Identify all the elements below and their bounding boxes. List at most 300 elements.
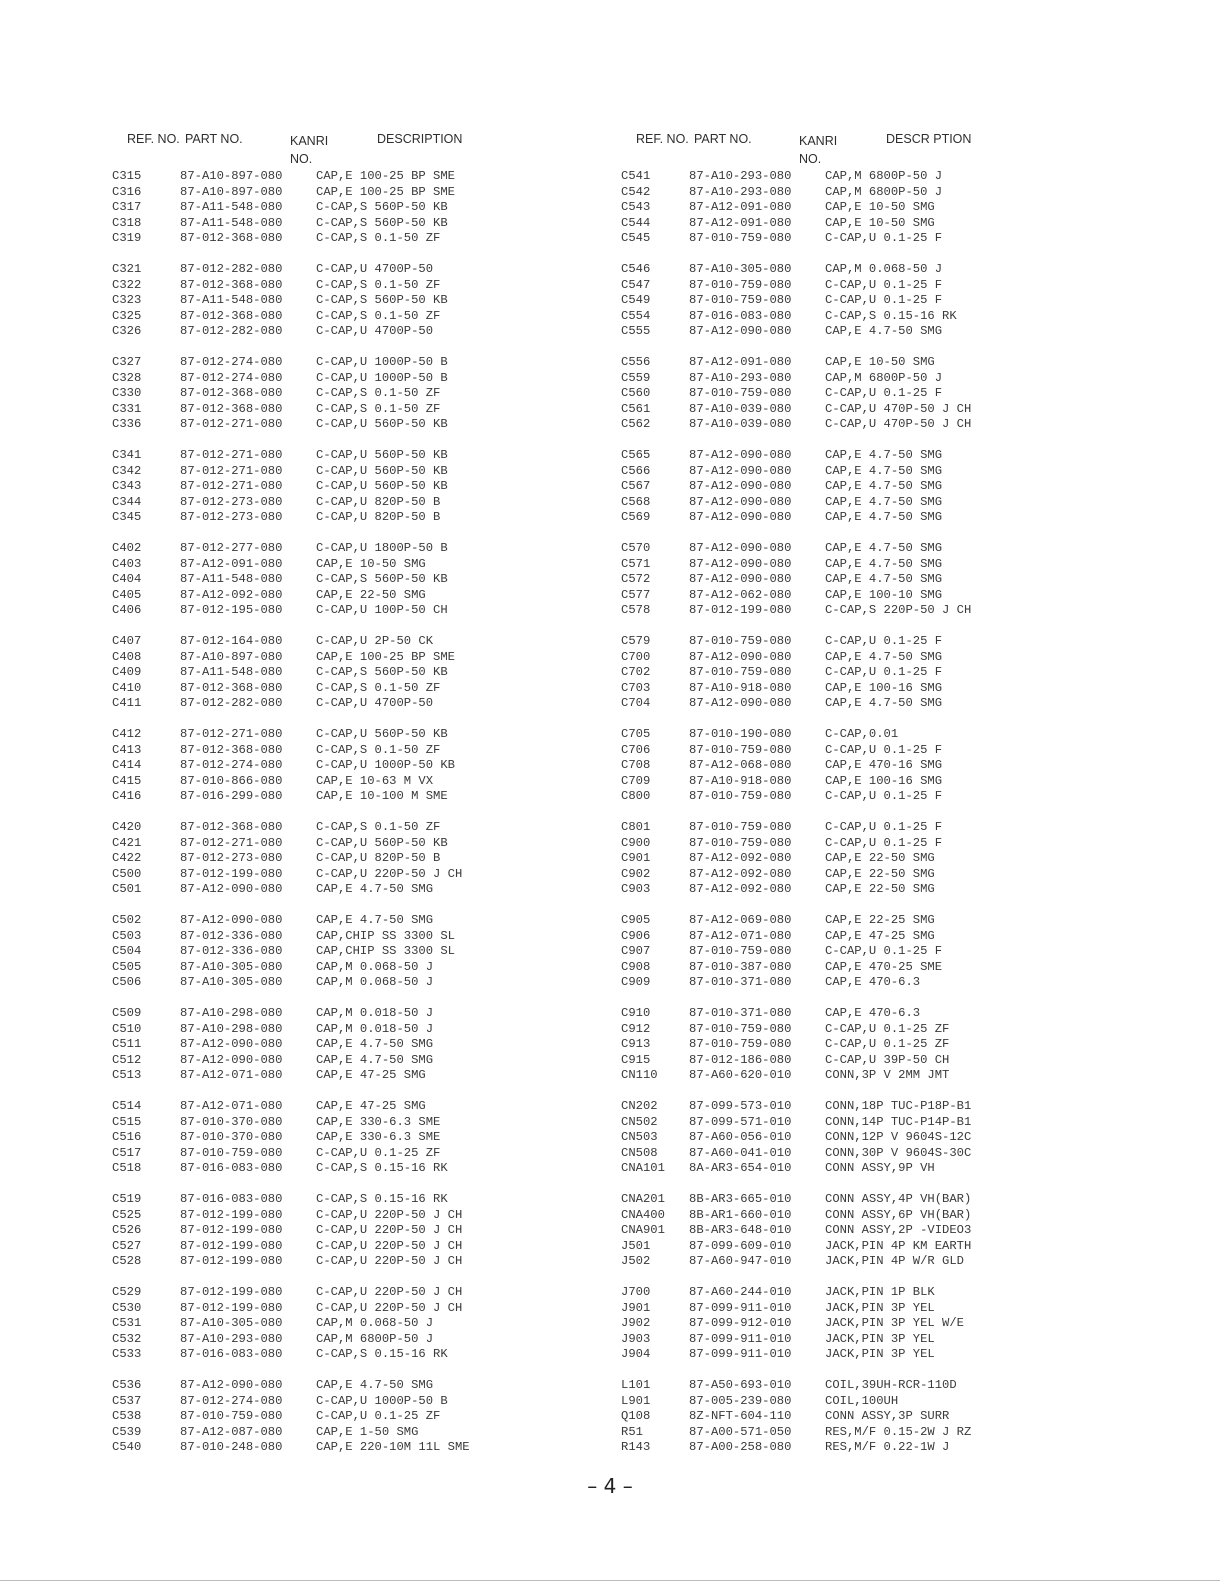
part-no-cell: 87-010-759-080: [689, 789, 792, 803]
part-no-cell: 87-012-271-080: [180, 448, 283, 462]
ref-no-cell: C908: [621, 959, 651, 974]
ref-no-cell: J901: [621, 1300, 651, 1315]
part-no-cell: 87-012-277-080: [180, 541, 283, 555]
description-cell: C-CAP,U 220P-50 J CH: [316, 1254, 463, 1268]
part-no-cell: 87-099-911-010: [689, 1300, 792, 1315]
description-cell: CAP,E 4.7-50 SMG: [825, 541, 943, 555]
description-cell: RES,M/F 0.22-1W J: [825, 1440, 950, 1454]
part-no-cell: 87-010-759-080: [689, 1021, 792, 1036]
parts-row: [621, 681, 1121, 697]
part-no-cell: 87-A10-293-080: [689, 169, 792, 183]
parts-row: [112, 169, 612, 185]
parts-row: [621, 262, 1121, 278]
parts-row: [112, 1394, 612, 1410]
ref-no-cell: C700: [621, 649, 651, 664]
parts-row: [621, 1022, 1121, 1038]
description-cell: CAP,M 0.068-50 J: [316, 975, 434, 989]
ref-no-cell: C412: [112, 727, 142, 741]
description-cell: C-CAP,S 0.1-50 ZF: [316, 386, 441, 400]
description-cell: C-CAP,U 820P-50 B: [316, 494, 441, 509]
parts-row: [112, 417, 612, 433]
description-cell: JACK,PIN 3P YEL: [825, 1300, 935, 1315]
ref-no-cell: C411: [112, 696, 142, 710]
part-no-cell: 87-012-199-080: [180, 1285, 283, 1299]
parts-row: [112, 448, 612, 464]
part-no-cell: 87-A12-090-080: [689, 324, 792, 338]
ref-no-cell: C541: [621, 169, 651, 183]
parts-row: [112, 743, 612, 759]
description-cell: CAP,E 4.7-50 SMG: [825, 510, 943, 524]
part-no-cell: 87-A12-090-080: [689, 494, 792, 509]
description-cell: JACK,PIN 3P YEL: [825, 1331, 935, 1346]
ref-no-cell: C913: [621, 1037, 651, 1051]
part-no-cell: 87-010-190-080: [689, 727, 792, 741]
ref-no-cell: C512: [112, 1052, 142, 1067]
description-cell: JACK,PIN 4P W/R GLD: [825, 1254, 964, 1268]
parts-row: [621, 867, 1121, 883]
ref-no-cell: C319: [112, 231, 142, 245]
parts-row: [112, 464, 612, 480]
part-no-cell: 87-012-368-080: [180, 742, 283, 757]
column-header: [621, 131, 1121, 169]
parts-row: [621, 1053, 1121, 1069]
ref-no-cell: C912: [621, 1021, 651, 1036]
parts-row: [112, 1409, 612, 1425]
part-no-cell: 87-012-271-080: [180, 727, 283, 741]
part-no-cell: 87-010-759-080: [180, 1145, 283, 1160]
parts-group: [621, 541, 1121, 619]
description-cell: C-CAP,U 100P-50 CH: [316, 603, 448, 617]
parts-row: [112, 1332, 612, 1348]
part-no-cell: 87-012-336-080: [180, 944, 283, 958]
description-cell: CAP,E 4.7-50 SMG: [825, 696, 943, 710]
parts-group: [112, 262, 612, 340]
part-no-cell: 87-012-199-080: [689, 603, 792, 617]
ref-no-cell: C915: [621, 1052, 651, 1067]
part-no-cell: 87-099-573-010: [689, 1099, 792, 1113]
ref-no-cell: C578: [621, 603, 651, 617]
ref-no-cell: C416: [112, 789, 142, 803]
description-cell: C-CAP,S 0.1-50 ZF: [316, 308, 441, 323]
description-cell: C-CAP,U 0.1-25 F: [825, 231, 943, 245]
parts-row: [621, 1161, 1121, 1177]
description-cell: C-CAP,S 0.1-50 ZF: [316, 820, 441, 834]
parts-row: [112, 1347, 612, 1363]
parts-group: [621, 820, 1121, 898]
parts-row: [112, 262, 612, 278]
description-cell: CAP,E 4.7-50 SMG: [825, 448, 943, 462]
parts-row: [621, 479, 1121, 495]
part-no-cell: 87-A11-548-080: [180, 200, 283, 214]
ref-no-cell: C345: [112, 510, 142, 524]
parts-row: [112, 355, 612, 371]
parts-row: [621, 1068, 1121, 1084]
part-no-cell: 87-012-195-080: [180, 603, 283, 617]
ref-no-cell: C708: [621, 758, 651, 772]
part-no-cell: 87-012-368-080: [180, 277, 283, 292]
part-no-cell: 87-010-759-080: [689, 634, 792, 648]
parts-row: [112, 510, 612, 526]
ref-no-cell: C511: [112, 1037, 142, 1051]
parts-row: [112, 278, 612, 294]
parts-row: [112, 1208, 612, 1224]
parts-row: [621, 1316, 1121, 1332]
description-cell: CAP,E 4.7-50 SMG: [316, 913, 434, 927]
description-cell: CONN,14P TUC-P14P-B1: [825, 1114, 972, 1129]
part-no-cell: 87-010-759-080: [180, 1409, 283, 1423]
part-no-cell: 87-012-368-080: [180, 680, 283, 695]
ref-no-cell: C503: [112, 928, 142, 943]
ref-no-cell: C544: [621, 215, 651, 230]
ref-no-cell: C903: [621, 882, 651, 896]
ref-no-cell: C556: [621, 355, 651, 369]
description-cell: CONN,3P V 2MM JMT: [825, 1068, 950, 1082]
ref-no-cell: C406: [112, 603, 142, 617]
description-cell: CAP,E 22-50 SMG: [825, 851, 935, 865]
ref-no-cell: L101: [621, 1378, 651, 1392]
parts-row: [621, 789, 1121, 805]
ref-no-cell: C404: [112, 572, 142, 586]
parts-row: [621, 1378, 1121, 1394]
ref-no-cell: R51: [621, 1424, 643, 1439]
description-cell: C-CAP,S 220P-50 J CH: [825, 603, 972, 617]
header-kanri-no: KANRI NO.: [290, 134, 329, 166]
description-cell: C-CAP,U 0.1-25 ZF: [316, 1145, 441, 1160]
parts-row: [112, 681, 612, 697]
description-cell: C-CAP,U 0.1-25 F: [825, 277, 943, 292]
description-cell: CAP,E 47-25 SMG: [316, 1068, 426, 1082]
ref-no-cell: C562: [621, 417, 651, 431]
ref-no-cell: C315: [112, 169, 142, 183]
description-cell: C-CAP,U 1800P-50 B: [316, 541, 448, 555]
parts-row: [112, 960, 612, 976]
ref-no-cell: C525: [112, 1207, 142, 1222]
parts-row: [112, 727, 612, 743]
description-cell: C-CAP,U 220P-50 J CH: [316, 1223, 463, 1237]
parts-row: [112, 1068, 612, 1084]
parts-row: [621, 448, 1121, 464]
parts-row: [112, 309, 612, 325]
ref-no-cell: C343: [112, 479, 142, 493]
description-cell: CAP,E 22-50 SMG: [825, 866, 935, 881]
part-no-cell: 87-099-571-010: [689, 1114, 792, 1129]
part-no-cell: 87-A12-090-080: [180, 1378, 283, 1392]
parts-row: [112, 867, 612, 883]
description-cell: C-CAP,S 0.1-50 ZF: [316, 401, 441, 416]
parts-row: [112, 634, 612, 650]
ref-no-cell: C533: [112, 1347, 142, 1361]
ref-no-cell: CNA201: [621, 1192, 665, 1206]
part-no-cell: 87-A12-090-080: [180, 1037, 283, 1051]
parts-group: [112, 913, 612, 991]
parts-row: [112, 541, 612, 557]
parts-group: [621, 1378, 1121, 1456]
part-no-cell: 87-012-199-080: [180, 1207, 283, 1222]
ref-no-cell: C316: [112, 184, 142, 199]
ref-no-cell: CN508: [621, 1145, 658, 1160]
part-no-cell: 87-A60-041-010: [689, 1145, 792, 1160]
part-no-cell: 87-012-199-080: [180, 1254, 283, 1268]
description-cell: CAP,E 4.7-50 SMG: [825, 463, 943, 478]
description-cell: JACK,PIN 3P YEL W/E: [825, 1316, 964, 1330]
ref-no-cell: C560: [621, 386, 651, 400]
ref-no-cell: C571: [621, 556, 651, 571]
description-cell: CAP,M 6800P-50 J: [825, 169, 943, 183]
part-no-cell: 87-A00-571-050: [689, 1424, 792, 1439]
parts-group: [621, 1285, 1121, 1363]
ref-no-cell: C413: [112, 742, 142, 757]
ref-no-cell: CN202: [621, 1099, 658, 1113]
parts-row: [112, 1053, 612, 1069]
part-no-cell: 87-A10-039-080: [689, 401, 792, 416]
ref-no-cell: C502: [112, 913, 142, 927]
part-no-cell: 87-A12-090-080: [689, 696, 792, 710]
part-no-cell: 87-099-912-010: [689, 1316, 792, 1330]
ref-no-cell: C409: [112, 665, 142, 679]
part-no-cell: 87-A12-090-080: [689, 448, 792, 462]
description-cell: CAP,CHIP SS 3300 SL: [316, 928, 455, 943]
description-cell: CAP,E 4.7-50 SMG: [825, 494, 943, 509]
parts-group: [112, 1285, 612, 1363]
parts-row: [621, 417, 1121, 433]
parts-row: [621, 355, 1121, 371]
part-no-cell: 87-010-759-080: [689, 742, 792, 757]
part-no-cell: 87-A10-305-080: [180, 959, 283, 974]
ref-no-cell: CNA901: [621, 1223, 665, 1237]
description-cell: C-CAP,U 560P-50 KB: [316, 479, 448, 493]
ref-no-cell: C422: [112, 851, 142, 865]
part-no-cell: 87-012-199-080: [180, 1300, 283, 1315]
description-cell: CAP,E 10-50 SMG: [316, 556, 426, 571]
parts-row: [621, 293, 1121, 309]
parts-row: [112, 1022, 612, 1038]
part-no-cell: 87-012-273-080: [180, 494, 283, 509]
ref-no-cell: C568: [621, 494, 651, 509]
description-cell: CAP,M 6800P-50 J: [316, 1331, 434, 1346]
description-cell: C-CAP,U 560P-50 KB: [316, 727, 448, 741]
ref-no-cell: C800: [621, 789, 651, 803]
part-no-cell: 87-A12-090-080: [689, 463, 792, 478]
parts-group: [112, 1378, 612, 1456]
parts-group: [112, 820, 612, 898]
ref-no-cell: C323: [112, 293, 142, 307]
parts-row: [112, 1006, 612, 1022]
ref-no-cell: C405: [112, 587, 142, 602]
ref-no-cell: C506: [112, 975, 142, 989]
part-no-cell: 87-099-911-010: [689, 1347, 792, 1361]
part-no-cell: 87-012-271-080: [180, 417, 283, 431]
parts-row: [621, 1099, 1121, 1115]
part-no-cell: 87-A11-548-080: [180, 293, 283, 307]
parts-row: [621, 371, 1121, 387]
part-no-cell: 87-012-368-080: [180, 401, 283, 416]
part-no-cell: 87-012-336-080: [180, 928, 283, 943]
ref-no-cell: C516: [112, 1130, 142, 1144]
part-no-cell: 87-012-273-080: [180, 851, 283, 865]
ref-no-cell: C565: [621, 448, 651, 462]
ref-no-cell: C402: [112, 541, 142, 555]
ref-no-cell: L901: [621, 1393, 651, 1408]
parts-row: [621, 510, 1121, 526]
part-no-cell: 87-012-199-080: [180, 866, 283, 881]
part-no-cell: 87-A12-090-080: [689, 510, 792, 524]
part-no-cell: 87-A12-090-080: [689, 541, 792, 555]
description-cell: CONN,18P TUC-P18P-B1: [825, 1099, 972, 1113]
parts-row: [621, 634, 1121, 650]
description-cell: C-CAP,U 0.1-25 F: [825, 742, 943, 757]
ref-no-cell: C900: [621, 835, 651, 850]
description-cell: JACK,PIN 4P KM EARTH: [825, 1238, 972, 1253]
ref-no-cell: C530: [112, 1300, 142, 1315]
part-no-cell: 87-012-282-080: [180, 324, 283, 338]
description-cell: CAP,E 330-6.3 SME: [316, 1114, 441, 1129]
ref-no-cell: C515: [112, 1114, 142, 1129]
ref-no-cell: C549: [621, 293, 651, 307]
part-no-cell: 87-012-282-080: [180, 696, 283, 710]
description-cell: C-CAP,S 0.1-50 ZF: [316, 231, 441, 245]
part-no-cell: 87-016-299-080: [180, 789, 283, 803]
part-no-cell: 87-A12-090-080: [689, 479, 792, 493]
description-cell: CAP,E 4.7-50 SMG: [316, 1378, 434, 1392]
parts-row: [621, 278, 1121, 294]
description-cell: CAP,E 10-50 SMG: [825, 200, 935, 214]
ref-no-cell: C501: [112, 882, 142, 896]
part-no-cell: 8B-AR3-665-010: [689, 1192, 792, 1206]
ref-no-cell: C407: [112, 634, 142, 648]
part-no-cell: 87-012-368-080: [180, 308, 283, 323]
description-cell: C-CAP,U 560P-50 KB: [316, 835, 448, 850]
parts-row: [112, 1192, 612, 1208]
ref-no-cell: CN502: [621, 1114, 658, 1129]
description-cell: C-CAP,S 0.15-16 RK: [316, 1161, 448, 1175]
description-cell: CONN ASSY,2P -VIDEO3: [825, 1223, 972, 1237]
ref-no-cell: C910: [621, 1006, 651, 1020]
part-no-cell: 87-012-199-080: [180, 1223, 283, 1237]
parts-row: [112, 1115, 612, 1131]
ref-no-cell: C327: [112, 355, 142, 369]
parts-row: [621, 913, 1121, 929]
parts-row: [112, 836, 612, 852]
part-no-cell: 87-A11-548-080: [180, 215, 283, 230]
description-cell: COIL,39UH-RCR-110D: [825, 1378, 957, 1392]
parts-group: [621, 262, 1121, 340]
ref-no-cell: C420: [112, 820, 142, 834]
part-no-cell: 87-010-759-080: [689, 665, 792, 679]
ref-no-cell: C543: [621, 200, 651, 214]
part-no-cell: 87-016-083-080: [180, 1161, 283, 1175]
parts-list-left: [112, 169, 612, 1456]
parts-group: [621, 448, 1121, 526]
parts-row: [112, 200, 612, 216]
description-cell: CAP,M 6800P-50 J: [825, 370, 943, 385]
parts-row: [621, 1440, 1121, 1456]
part-no-cell: 87-010-759-080: [689, 944, 792, 958]
part-no-cell: 87-010-759-080: [689, 277, 792, 292]
ref-no-cell: C519: [112, 1192, 142, 1206]
parts-row: [112, 1378, 612, 1394]
part-no-cell: 87-A12-092-080: [689, 851, 792, 865]
description-cell: COIL,100UH: [825, 1393, 899, 1408]
parts-row: [112, 929, 612, 945]
parts-group: [621, 727, 1121, 805]
ref-no-cell: C709: [621, 773, 651, 788]
parts-row: [621, 557, 1121, 573]
part-no-cell: 87-012-271-080: [180, 835, 283, 850]
ref-no-cell: C570: [621, 541, 651, 555]
part-no-cell: 87-A11-548-080: [180, 665, 283, 679]
description-cell: CAP,E 4.7-50 SMG: [825, 556, 943, 571]
part-no-cell: 87-A12-090-080: [689, 556, 792, 571]
ref-no-cell: C328: [112, 370, 142, 385]
description-cell: C-CAP,U 0.1-25 F: [825, 944, 943, 958]
parts-group: [112, 1006, 612, 1084]
part-no-cell: 87-A12-090-080: [180, 913, 283, 927]
part-no-cell: 87-012-368-080: [180, 386, 283, 400]
part-no-cell: 8Z-NFT-604-110: [689, 1409, 792, 1423]
parts-row: [112, 1037, 612, 1053]
description-cell: C-CAP,U 0.1-25 ZF: [316, 1409, 441, 1423]
parts-group: [112, 169, 612, 247]
ref-no-cell: C322: [112, 277, 142, 292]
ref-no-cell: C325: [112, 308, 142, 323]
ref-no-cell: C513: [112, 1068, 142, 1082]
description-cell: C-CAP,U 1000P-50 KB: [316, 758, 455, 772]
parts-row: [112, 1316, 612, 1332]
description-cell: CAP,E 4.7-50 SMG: [825, 324, 943, 338]
parts-group: [621, 355, 1121, 433]
parts-group: [621, 634, 1121, 712]
description-cell: C-CAP,U 39P-50 CH: [825, 1052, 950, 1067]
part-no-cell: 87-A12-071-080: [180, 1099, 283, 1113]
part-no-cell: 87-010-866-080: [180, 773, 283, 788]
part-no-cell: 87-A11-548-080: [180, 572, 283, 586]
parts-row: [621, 185, 1121, 201]
parts-row: [112, 572, 612, 588]
ref-no-cell: C509: [112, 1006, 142, 1020]
parts-row: [112, 1223, 612, 1239]
part-no-cell: 87-012-274-080: [180, 355, 283, 369]
ref-no-cell: C318: [112, 215, 142, 230]
parts-row: [621, 216, 1121, 232]
description-cell: CAP,E 10-50 SMG: [825, 215, 935, 230]
page-number: – 4 –: [587, 1474, 633, 1498]
ref-no-cell: C528: [112, 1254, 142, 1268]
description-cell: C-CAP,U 220P-50 J CH: [316, 1207, 463, 1222]
part-no-cell: 87-A10-298-080: [180, 1021, 283, 1036]
part-no-cell: 87-A12-091-080: [689, 200, 792, 214]
ref-no-cell: C344: [112, 494, 142, 509]
parts-row: [621, 464, 1121, 480]
description-cell: CAP,E 470-6.3: [825, 975, 921, 989]
parts-row: [621, 1115, 1121, 1131]
parts-row: [621, 309, 1121, 325]
part-no-cell: 87-A10-897-080: [180, 184, 283, 199]
description-cell: C-CAP,S 560P-50 KB: [316, 200, 448, 214]
part-no-cell: 87-016-083-080: [180, 1347, 283, 1361]
part-no-cell: 87-A60-947-010: [689, 1254, 792, 1268]
ref-no-cell: Q108: [621, 1409, 651, 1423]
description-cell: CAP,E 22-25 SMG: [825, 913, 935, 927]
part-no-cell: 87-A12-090-080: [689, 572, 792, 586]
description-cell: C-CAP,U 220P-50 J CH: [316, 1285, 463, 1299]
parts-group: [621, 1192, 1121, 1270]
ref-no-cell: C901: [621, 851, 651, 865]
ref-no-cell: C559: [621, 370, 651, 385]
part-no-cell: 87-012-273-080: [180, 510, 283, 524]
parts-row: [621, 975, 1121, 991]
ref-no-cell: C538: [112, 1409, 142, 1423]
description-cell: CONN ASSY,9P VH: [825, 1161, 935, 1175]
